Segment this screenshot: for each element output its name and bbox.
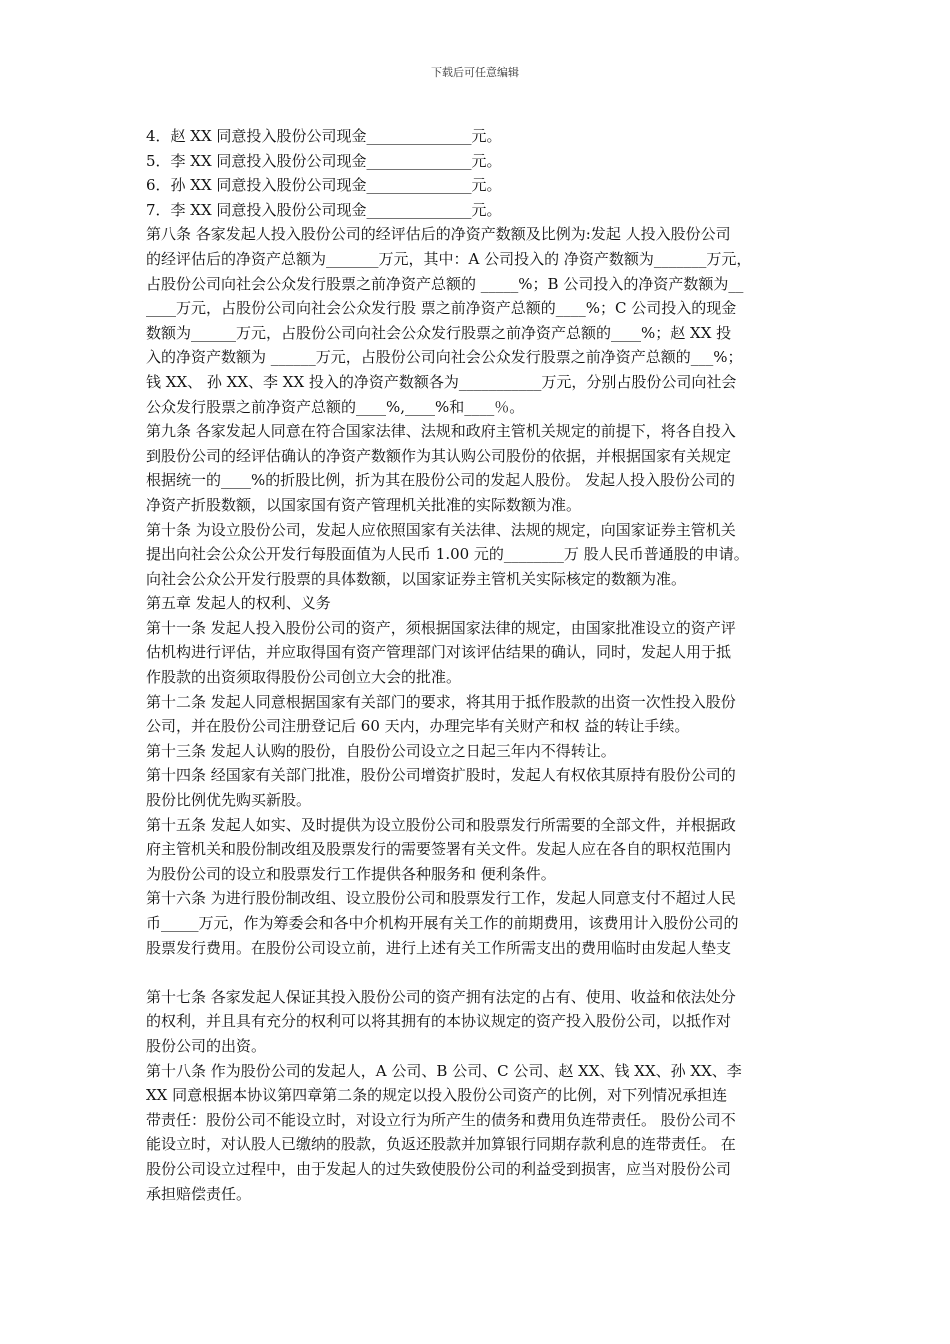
text-line: 股票发行费用。在股份公司设立前，进行上述有关工作所需支出的费用临时由发起人垫支 bbox=[146, 938, 732, 957]
text-line: 根据统一的____%的折股比例，折为其在股份公司的发起人股份。 发起人投入股份公司的 bbox=[146, 471, 736, 490]
text-line: 第十六条 为进行股份制改组、设立股份公司和股票发行工作，发起人同意支付不超过人民 bbox=[146, 889, 736, 908]
text-line: 股份公司设立过程中，由于发起人的过失致使股份公司的利益受到损害，应当对股份公司 bbox=[146, 1159, 732, 1178]
text-line: 带责任：股份公司不能设立时，对设立行为所产生的债务和费用负连带责任。 股份公司不 bbox=[146, 1110, 736, 1129]
text-line: 4．赵 XX 同意投入股份公司现金______________元。 bbox=[146, 127, 502, 145]
text-line: 占股份公司向社会公众发行股票之前净资产总额的 _____%；B 公司投入的净资产数额为__ bbox=[146, 274, 744, 293]
text-line: 7．李 XX 同意投入股份公司现金______________元。 bbox=[146, 200, 502, 219]
text-line: 股份比例优先购买新股。 bbox=[146, 791, 312, 810]
text-line: 提出向社会公众公开发行每股面值为人民币 1.00 元的________万 股人民币普通股的申请。 bbox=[146, 545, 749, 564]
text-line: 第十四条 经国家有关部门批准，股份公司增资扩股时，发起人有权依其原持有股份公司的 bbox=[146, 766, 736, 785]
text-line: 数额为______万元，占股份公司向社会公众发行股票之前净资产总额的____%；赵 XX 投 bbox=[146, 323, 732, 342]
page-header: 下载后可任意编辑 bbox=[431, 66, 519, 79]
text-line: 第十一条 发起人投入股份公司的资产，须根据国家法律的规定，由国家批准设立的资产评 bbox=[146, 618, 736, 637]
text-line: 净资产折股数额，以国家国有资产管理机关批准的实际数额为准。 bbox=[146, 495, 582, 514]
text-line: 6．孙 XX 同意投入股份公司现金______________元。 bbox=[146, 176, 502, 195]
text-line: 股份公司的出资。 bbox=[146, 1036, 267, 1055]
text-line: 第八条 各家发起人投入股份公司的经评估后的净资产数额及比例为:发起 人投入股份公司 bbox=[146, 225, 731, 244]
text-line: 第十二条 发起人同意根据国家有关部门的要求，将其用于抵作股款的出资一次性投入股份 bbox=[146, 692, 736, 711]
text-line: 估机构进行评估，并应取得国有资产管理部门对该评估结果的确认，同时，发起人用于抵 bbox=[146, 643, 732, 662]
text-line: 第十八条 作为股份公司的发起人，A 公司、B 公司、C 公司、赵 XX、钱 XX、孙 XX、李 bbox=[146, 1061, 742, 1080]
text-line: 府主管机关和股份制改组及股票发行的需要签署有关文件。发起人应在各自的职权范围内 bbox=[146, 840, 732, 859]
text-line: 公众发行股票之前净资产总额的____%,____%和____％。 bbox=[146, 397, 525, 416]
text-line: 第九条 各家发起人同意在符合国家法律、法规和政府主管机关规定的前提下，将各自投入 bbox=[146, 422, 736, 441]
text-line: 第五章 发起人的权利、义务 bbox=[146, 594, 331, 613]
text-line: 到股份公司的经评估确认的净资产数额作为其认购公司股份的依据，并根据国家有关规定 bbox=[146, 446, 732, 465]
blank-line bbox=[146, 960, 814, 985]
text-line: 5．李 XX 同意投入股份公司现金______________元。 bbox=[146, 151, 502, 170]
text-line: 承担赔偿责任。 bbox=[146, 1184, 252, 1203]
text-line: 向社会公众公开发行股票的具体数额，以国家证券主管机关实际核定的数额为准。 bbox=[146, 569, 687, 588]
document-body bbox=[146, 124, 814, 1206]
text-line: 作股款的出资须取得股份公司创立大会的批准。 bbox=[146, 668, 462, 687]
text-line: 入的净资产数额为 ______万元，占股份公司向社会公众发行股票之前净资产总额的___%； bbox=[146, 348, 743, 367]
text-line: 币_____万元，作为筹委会和各中介机构开展有关工作的前期费用，该费用计入股份公司的 bbox=[146, 914, 739, 932]
text-line: XX 同意根据本协议第四章第二条的规定以投入股份公司资产的比例，对下列情况承担连 bbox=[146, 1086, 728, 1105]
text-line: 第十七条 各家发起人保证其投入股份公司的资产拥有法定的占有、使用、收益和依法处分 bbox=[146, 987, 736, 1006]
text-line: 能设立时，对认股人已缴纳的股款，负返还股款并加算银行同期存款利息的连带责任。 在 bbox=[146, 1135, 736, 1154]
text-line: 第十条 为设立股份公司，发起人应依照国家有关法律、法规的规定，向国家证券主管机关 bbox=[146, 520, 736, 539]
text-line: 的权利，并且具有充分的权利可以将其拥有的本协议规定的资产投入股份公司，以抵作对 bbox=[146, 1012, 732, 1031]
text-line: 第十五条 发起人如实、及时提供为设立股份公司和股票发行所需要的全部文件，并根据政 bbox=[146, 815, 736, 834]
text-line: ____万元，占股份公司向社会公众发行股 票之前净资产总额的____%；C 公司投入的现金 bbox=[146, 299, 737, 318]
text-line: 第十三条 发起人认购的股份，自股份公司设立之日起三年内不得转让。 bbox=[146, 741, 616, 760]
text-line: 钱 XX、 孙 XX、李 XX 投入的净资产数额各为___________万元，分别占股份公司向社会 bbox=[146, 372, 737, 391]
text-line: 为股份公司的设立和股票发行工作提供各种服务和 便利条件。 bbox=[146, 864, 556, 883]
text-line: 公司，并在股份公司注册登记后 60 天内，办理完毕有关财产和权 益的转让手续。 bbox=[146, 717, 690, 736]
text-line: 的经评估后的净资产总额为_______万元，其中：A 公司投入的 净资产数额为_______万元， bbox=[146, 249, 752, 268]
